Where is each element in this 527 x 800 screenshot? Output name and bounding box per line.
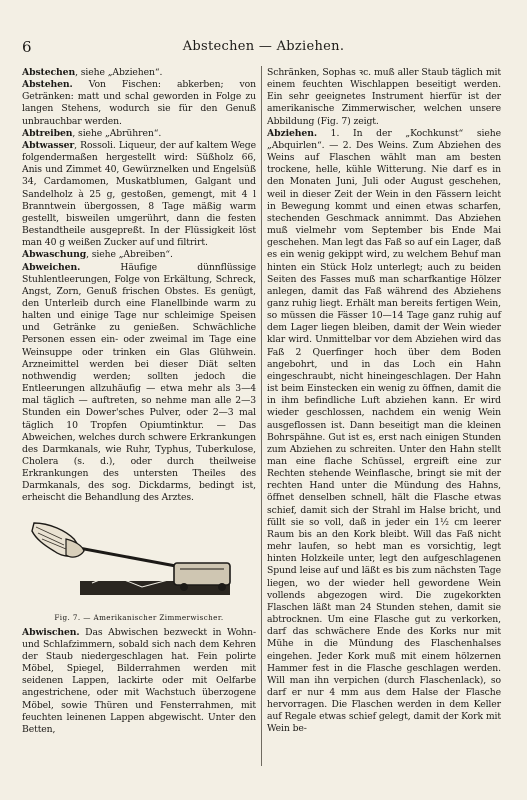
entry-headword: Abtreiben	[22, 127, 73, 139]
figure-floor-sweeper	[22, 509, 256, 625]
sweeper-wheel-left	[180, 583, 188, 591]
entry-headword: Abwischen.	[22, 626, 80, 638]
entry-text: , Rossoli. Liqueur, der auf kaltem Wege folgendermaßen hergestellt wird: Süßholz 66, Anis und Zimmet 40, Gewürznelken und Engelsüß 34, Cardamomen, Muskatblumen, Galgant und Sandelholz à 25 g, gestoßen, gemengt, mit 4 l Branntwein übergossen, 8 Tage mäßig warm gestellt, bisweilen umgerührt, dann die festen Bestandtheile ausgepreßt. In der Flüssigkeit löst man 40 g weißen Zucker auf und filtrirt.	[22, 139, 256, 249]
page-header	[22, 38, 505, 58]
hand	[66, 539, 84, 557]
entry-abstehen	[22, 79, 256, 128]
right-column	[267, 67, 501, 736]
entry-headword: Abziehen.	[267, 127, 317, 139]
left-column	[22, 67, 256, 736]
floor-sweeper-illustration	[22, 509, 256, 613]
page-number: 6	[22, 38, 32, 56]
entry-text: , siehe „Abrühren“.	[72, 127, 162, 139]
entry-headword: Abstehen.	[22, 79, 73, 91]
entry-headword: Abtwasser	[22, 139, 75, 151]
sweeper-box	[174, 563, 230, 585]
entry-text: Das Abwischen bezweckt in Wohn- und Schlafzimmern, sobald sich nach dem Kehren der Staub niedergeschlagen hat. Fein polirte Möbel, Spiegel, Bilderrahmen werden mit seidenen Lappen, lackirte oder mit Oelfarbe angestrichene, oder mit Wachstuch überzogene Möbel, sowie Thüren und Fensterrahmen, mit feuchten leinenen Lappen abgewischt. Unter den Betten,	[22, 626, 256, 735]
column-divider	[261, 66, 262, 766]
entry-abweichen	[22, 262, 256, 505]
running-title: Abstechen — Abziehen.	[182, 39, 345, 54]
entry-abwaschung	[22, 249, 256, 261]
entry-text: , siehe „Abreiben“.	[86, 249, 173, 261]
sweeper-wheel-right	[218, 583, 226, 591]
figure-caption: Fig. 7. — Amerikanischer Zimmerwischer.	[54, 612, 224, 622]
entry-headword: Abweichen.	[22, 261, 81, 273]
entry-abtreiben	[22, 128, 256, 140]
entry-abstechen	[22, 67, 256, 79]
entry-text: Schränken, Sophas ꝛc. muß aller Staub täglich mit einem feuchten Wischlappen beseitigt werden. Ein sehr geeignetes Instrument hierfür ist der amerikanische Zimmerwischer, welchen unsere Abbildung (Fig. 7) zeigt.	[267, 67, 501, 127]
entry-abwischen-continued	[267, 67, 501, 128]
entry-text: , siehe „Abziehen“.	[75, 67, 163, 78]
entry-abwischen	[22, 627, 256, 736]
entry-headword: Abstechen	[22, 67, 76, 78]
entry-text: Von Fischen: abkerben; von Getränken: matt und schal geworden in Folge zu langen Stehens, wodurch sie für den Genuß unbrauchbar werden.	[22, 79, 256, 127]
entry-abziehen	[267, 128, 501, 736]
entry-text: Häufige dünnflüssige Stuhlentleerungen, Folge von Erkältung, Schreck, Angst, Zorn, Genuß frischen Obstes. Es genügt, den Unterleib durch eine Flanellbinde warm zu halten und einige Tage nur schleimige Speisen und Getränke zu genießen. Schwächliche Personen essen ein- oder zweimal im Tage eine Weinsuppe oder trinken ein Glas Glühwein. Arzneimittel werden bei dieser Diät selten nothwendig werden; sollten jedoch die Entleerungen allzuhäufig — etwa mehr als 3—4 mal täglich — auftreten, so nehme man alle 2—3 Stunden ein Dower'sches Pulver, oder 2—3 mal täglich 10 Tropfen Opiumtinktur. — Das Abweichen, welches durch schwere Erkrankungen des Darmkanals, wie Ruhr, Typhus, Tuberkulose, Cholera (s. d.), oder durch theilweise Erkrankungen des untersten Theiles des Darmkanals, des sog. Dickdarms, bedingt ist, erheischt die Behandlung des Arztes.	[22, 261, 256, 504]
entry-text: 1. In der „Kochkunst“ siehe „Abquirlen“. — 2. Des Weins. Zum Abziehen des Weins auf Flaschen wählt man am besten trockene, helle, kühle Witterung. Nie darf es in den Monaten Juni, Juli oder August geschehen, weil in dieser Zeit der Wein in den Fässern leicht in Bewegung kommt und einen etwas scharfen, stechenden Geschmack annimmt. Das Abziehen muß vielmehr vom September bis Ende Mai geschehen. Man legt das Faß so auf ein Lager, daß es ein wenig gekippt wird, zu welchem Behuf man hinten ein Stück Holz unterlegt; auch zu beiden Seiten des Fasses muß man scharfkantige Hölzer anlegen, damit das Faß während des Abziehens ganz ruhig liegt. Erhält man bereits fertigen Wein, so müssen die Fässer 10—14 Tage ganz ruhig auf dem Lager liegen bleiben, damit der Wein wieder klar wird. Unmittelbar vor dem Abziehen wird das Faß 2 Querfinger hoch über dem Boden angebohrt, und in das Loch ein Hahn eingeschraubt, nicht hineingeschlagen. Der Hahn ist beim Einstecken ein wenig zu öffnen, damit die in ihm befindliche Luft abziehen kann. Er wird wieder geschlossen, nachdem ein wenig Wein ausgeflossen ist. Dann beseitigt man die kleinen Bohrspähne. Gut ist es, erst nach einigen Stunden zum Abziehen zu schreiten. Unter den Hahn stellt man eine flache Schüssel, ergreift eine zur Rechten stehende Weinflasche, bringt sie mit der rechten Hand unter die Mündung des Hahns, öffnet denselben schnell, hält die Flasche etwas schief, damit sich der Strahl im Halse bricht, und füllt sie so voll, daß in jeder ein 1½ cm leerer Raum bis an den Kork bleibt. Will das Faß nicht mehr laufen, so hebt man es vorsichtig, legt hinten Holzkeile unter, legt den aufgeschlagenen Spund leise auf und läßt es bis zum nächsten Tage liegen, wo der wieder hell gewordene Wein vollends abgezogen wird. Die zugekorkten Flaschen läßt man 24 Stunden stehen, damit sie abtrocknen. Um eine Flasche gut zu verkorken, darf das schwächere Ende des Korks nur mit Mühe in die Mündung des Flaschenhalses eingehen. Jeder Kork muß mit einem hölzernen Hammer fest in die Flasche geschlagen werden. Will man ihn verpichen (durch Flaschenlack), so darf er nur 4 mm aus dem Halse der Flasche hervorragen. Die Flaschen werden in dem Keller auf Regale etwas schief gelegt, damit der Kork mit Wein be-	[267, 127, 501, 735]
entry-abtwasser	[22, 140, 256, 249]
entry-headword: Abwaschung	[22, 249, 87, 261]
